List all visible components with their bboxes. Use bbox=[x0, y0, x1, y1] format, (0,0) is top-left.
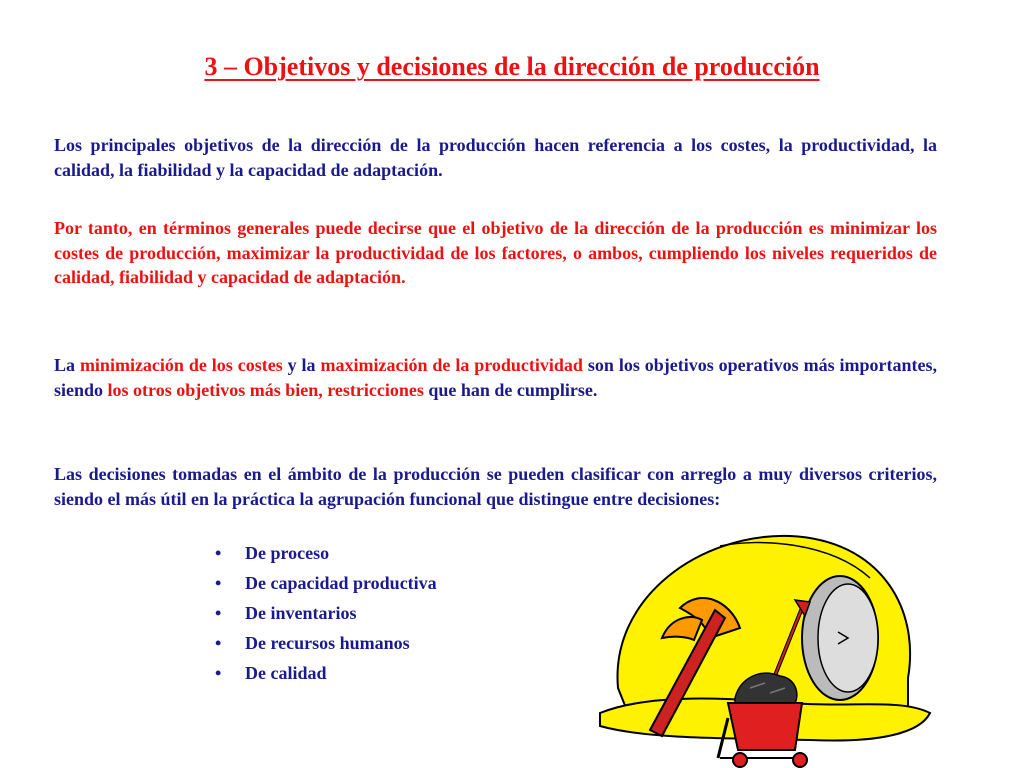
list-item-label: De inventarios bbox=[245, 603, 357, 623]
p3-text-4: que han de cumplirse. bbox=[423, 379, 598, 400]
bullet-dot: • bbox=[215, 543, 222, 563]
list-item bbox=[215, 630, 437, 660]
list-item-label: De calidad bbox=[245, 663, 327, 683]
list-item bbox=[215, 660, 437, 690]
slide-title: 3 – Objetivos y decisiones de la dirección de producción bbox=[204, 52, 820, 81]
bullet-dot: • bbox=[215, 633, 222, 653]
p3-text-1: La bbox=[54, 355, 80, 375]
paragraph-operational-objectives bbox=[54, 353, 937, 402]
hard-hat-with-pickaxe-shovel-cart-icon bbox=[590, 528, 935, 768]
p3-highlight-restrictions: los otros objetivos más bien, restricciones bbox=[107, 379, 424, 400]
paragraph-general-objective: Por tanto, en términos generales puede decirse que el objetivo de la dirección de la producción es minimizar los costes de producción, maximizar la productividad de los factores, o ambos, cumpliendo los niveles requeridos de calidad, fiabilidad y capacidad de adaptación. bbox=[54, 218, 937, 287]
list-item bbox=[215, 540, 437, 570]
bullet-dot: • bbox=[215, 603, 222, 623]
p3-text-2: y la bbox=[282, 355, 321, 375]
list-item bbox=[215, 600, 437, 630]
list-item-label: De recursos humanos bbox=[245, 633, 410, 653]
bullet-dot: • bbox=[215, 663, 222, 683]
cart-wheel bbox=[793, 753, 807, 767]
list-item-label: De capacidad productiva bbox=[245, 573, 437, 593]
list-item-label: De proceso bbox=[245, 543, 330, 563]
bullet-dot: • bbox=[215, 573, 222, 593]
list-item bbox=[215, 570, 437, 600]
p3-highlight-maximization: maximización de la productividad bbox=[320, 355, 583, 375]
paragraph-objectives: Los principales objetivos de la dirección de la producción hacen referencia a los costes, la productividad, la calidad, la fiabilidad y la capacidad de adaptación. bbox=[54, 135, 937, 180]
paragraph-decisions: Las decisiones tomadas en el ámbito de la producción se pueden clasificar con arreglo a muy diversos criterios, siendo el más útil en la práctica la agrupación funcional que distingue entre decisiones: bbox=[54, 464, 937, 509]
p3-highlight-minimization: minimización de los costes bbox=[79, 355, 283, 375]
cart-wheel bbox=[733, 753, 747, 767]
cart-body bbox=[728, 703, 802, 750]
decision-types-list bbox=[215, 540, 437, 690]
p3-text-3: son los objetivos operativos más importantes, siendo bbox=[54, 355, 937, 400]
